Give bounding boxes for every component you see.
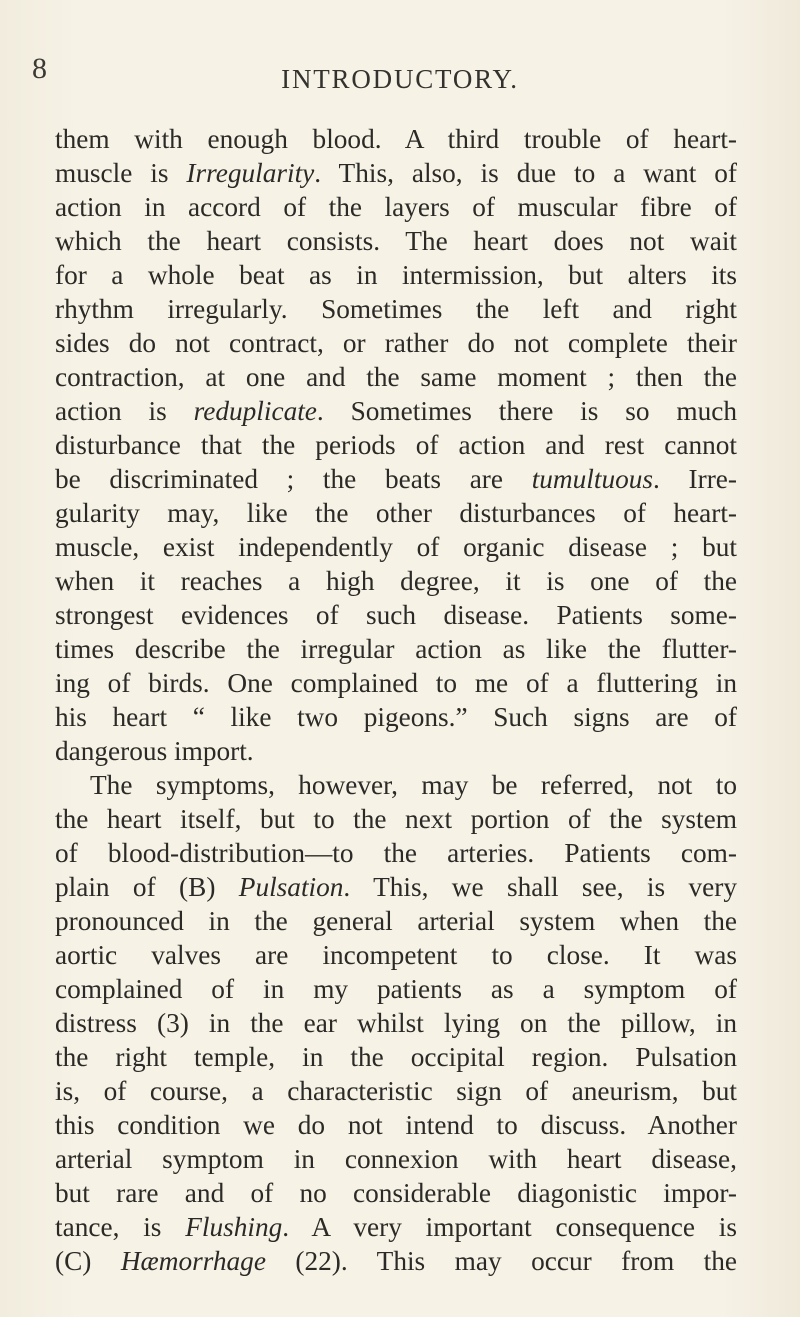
text-line: [55, 632, 737, 666]
text-run: The symptoms, however, may be referred, not to: [90, 770, 737, 800]
text-line: [55, 428, 737, 462]
text-line: [55, 1244, 737, 1278]
italic-term: Irregularity: [186, 158, 315, 188]
page-number: 8: [32, 52, 47, 85]
text-line: [55, 802, 737, 836]
text-line: [55, 190, 737, 224]
text-run: plain of (B): [55, 872, 239, 902]
text-run: rhythm irregularly. Sometimes the left and right: [55, 294, 737, 324]
text-run: aortic valves are incompetent to close. It was: [55, 940, 737, 970]
text-line: [55, 360, 737, 394]
text-run: the right temple, in the occipital region. Pulsation: [55, 1042, 737, 1072]
italic-term: Pulsation: [238, 872, 344, 902]
text-run: of blood-distribution—to the arteries. Patients com-: [55, 838, 737, 868]
text-run: dangerous import.: [55, 736, 254, 766]
text-run: but rare and of no considerable diagonistic impor-: [55, 1178, 737, 1208]
text-run: (C): [55, 1246, 121, 1276]
text-run: arterial symptom in connexion with heart disease,: [55, 1144, 737, 1174]
text-line: [55, 700, 737, 734]
text-run: (22). This may occur from the: [265, 1246, 737, 1276]
text-line: [55, 224, 737, 258]
text-line: [55, 394, 737, 428]
text-run: this condition we do not intend to discuss. Another: [55, 1110, 737, 1140]
text-run: for a whole beat as in intermission, but alters its: [55, 260, 737, 290]
text-line: [55, 1142, 737, 1176]
text-run: sides do not contract, or rather do not complete their: [55, 328, 737, 358]
text-run: . Sometimes there is so much: [316, 396, 737, 426]
text-line: [55, 870, 737, 904]
text-line: [55, 156, 737, 190]
text-run: them with enough blood. A third trouble of heart-: [55, 124, 737, 154]
text-line: [55, 1108, 737, 1142]
italic-term: tumultuous: [531, 464, 654, 494]
text-line: [55, 1040, 737, 1074]
text-line: [55, 496, 737, 530]
text-run: strongest evidences of such disease. Patients some-: [55, 600, 737, 630]
text-line: [55, 530, 737, 564]
text-run: . A very important consequence is: [282, 1212, 737, 1242]
text-run: pronounced in the general arterial system when the: [55, 906, 737, 936]
text-run: action in accord of the layers of muscular fibre of: [55, 192, 737, 222]
text-line: [55, 326, 737, 360]
text-run: . This, also, is due to a want of: [314, 158, 737, 188]
text-line: [55, 1074, 737, 1108]
text-line: [55, 1006, 737, 1040]
body-text: [55, 122, 737, 1278]
text-line: [55, 1176, 737, 1210]
text-line: [55, 258, 737, 292]
text-line: [55, 1210, 737, 1244]
text-run: distress (3) in the ear whilst lying on the pillow, in: [55, 1008, 737, 1038]
text-line: [55, 462, 737, 496]
text-line: [55, 904, 737, 938]
text-run: which the heart consists. The heart does not wait: [55, 226, 737, 256]
text-run: times describe the irregular action as like the flutter-: [55, 634, 737, 664]
text-run: disturbance that the periods of action and rest cannot: [55, 430, 737, 460]
text-run: contraction, at one and the same moment ; then the: [55, 362, 737, 392]
text-run: action is: [55, 396, 194, 426]
text-run: muscle is: [55, 158, 187, 188]
text-run: the heart itself, but to the next portion of the system: [55, 804, 737, 834]
text-run: . Irre-: [653, 464, 737, 494]
text-line: [55, 836, 737, 870]
text-run: muscle, exist independently of organic disease ; but: [55, 532, 737, 562]
text-line: [55, 292, 737, 326]
text-run: his heart “ like two pigeons.” Such signs are of: [55, 702, 737, 732]
text-run: ing of birds. One complained to me of a fluttering in: [55, 668, 737, 698]
italic-term: reduplicate: [193, 396, 317, 426]
text-run: complained of in my patients as a symptom of: [55, 974, 737, 1004]
text-line: [55, 564, 737, 598]
text-line: [55, 122, 737, 156]
text-run: when it reaches a high degree, it is one of the: [55, 566, 737, 596]
text-run: gularity may, like the other disturbances of heart-: [55, 498, 737, 528]
text-line: [55, 938, 737, 972]
text-run: . This, we shall see, is very: [343, 872, 737, 902]
text-run: is, of course, a characteristic sign of aneurism, but: [55, 1076, 737, 1106]
text-line: [55, 768, 737, 802]
text-run: tance, is: [55, 1212, 186, 1242]
text-line: [55, 734, 737, 768]
text-line: [55, 666, 737, 700]
running-head: INTRODUCTORY.: [281, 64, 519, 94]
text-line: [55, 598, 737, 632]
text-run: be discriminated ; the beats are: [55, 464, 532, 494]
text-line: [55, 972, 737, 1006]
italic-term: Hæmorrhage: [120, 1246, 266, 1276]
italic-term: Flushing: [185, 1212, 283, 1242]
